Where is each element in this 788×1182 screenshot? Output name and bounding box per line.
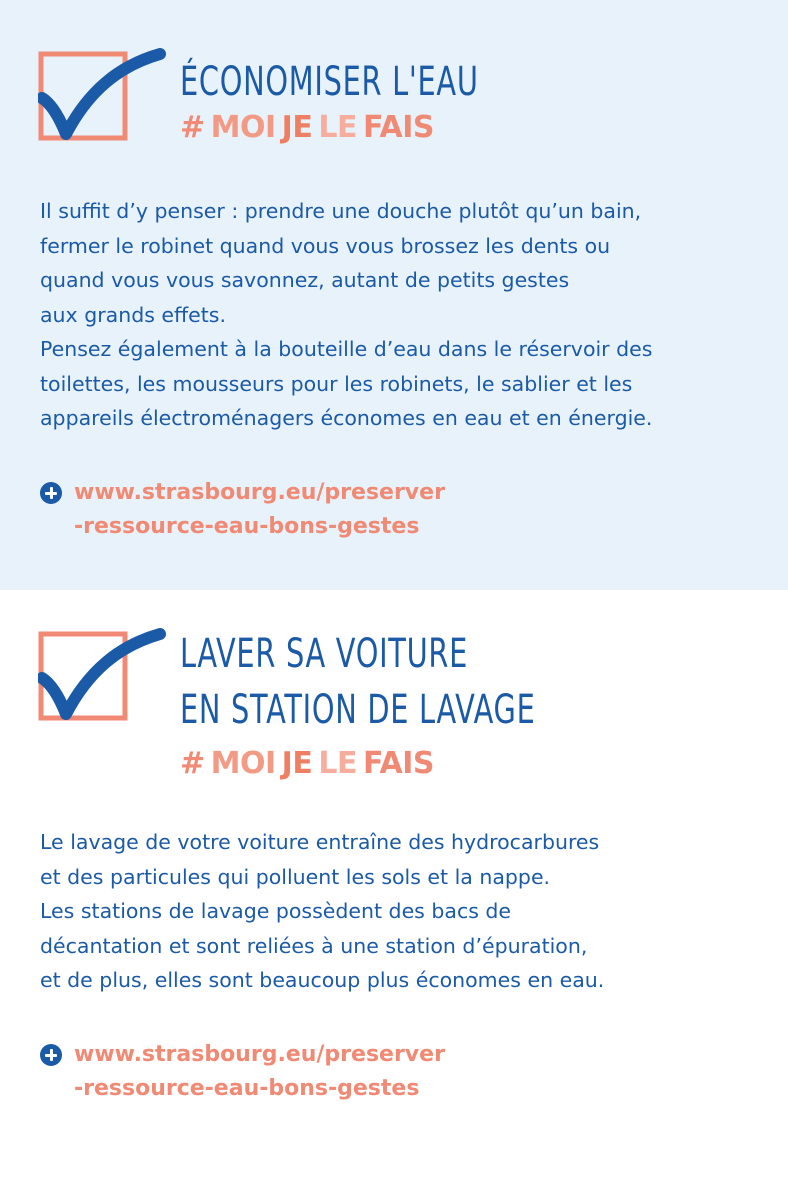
checkbox-checked-icon (38, 48, 166, 146)
section-title: ÉCONOMISER L'EAU (180, 59, 479, 105)
plus-circle-icon (40, 482, 62, 504)
section-body: Il suffit d’y penser : prendre une douche plutôt qu’un bain, fermer le robinet quand vous vous brossez les dents ou quand vous vous savonnez, autant de petits gestes aux grands effets. Pensez également à la bouteille d’eau dans le réservoir des toilettes, les mousseurs pour les robinets, le sablier et les appareils électroménagers économes en eau et en énergie. (40, 199, 653, 430)
hashtag-moijelefais: # MOI JE LE FAIS (180, 746, 434, 781)
more-info-link[interactable]: www.strasbourg.eu/preserver -ressource-eau-bons-gestes (40, 476, 445, 544)
section-economiser-eau (0, 0, 788, 590)
more-info-link[interactable]: www.strasbourg.eu/preserver -ressource-eau-bons-gestes (40, 1038, 445, 1106)
checkbox-checked-icon (38, 628, 166, 726)
section-title: LAVER SA VOITURE EN STATION DE LAVAGE (180, 631, 536, 733)
plus-circle-icon (40, 1044, 62, 1066)
section-body: Le lavage de votre voiture entraîne des hydrocarbures et des particules qui polluent les sols et la nappe. Les stations de lavage possèdent des bacs de décantation et sont reliées à une station d’épuration, et de plus, elles sont beaucoup plus économes en eau. (40, 830, 605, 992)
hashtag-moijelefais: # MOI JE LE FAIS (180, 110, 434, 145)
